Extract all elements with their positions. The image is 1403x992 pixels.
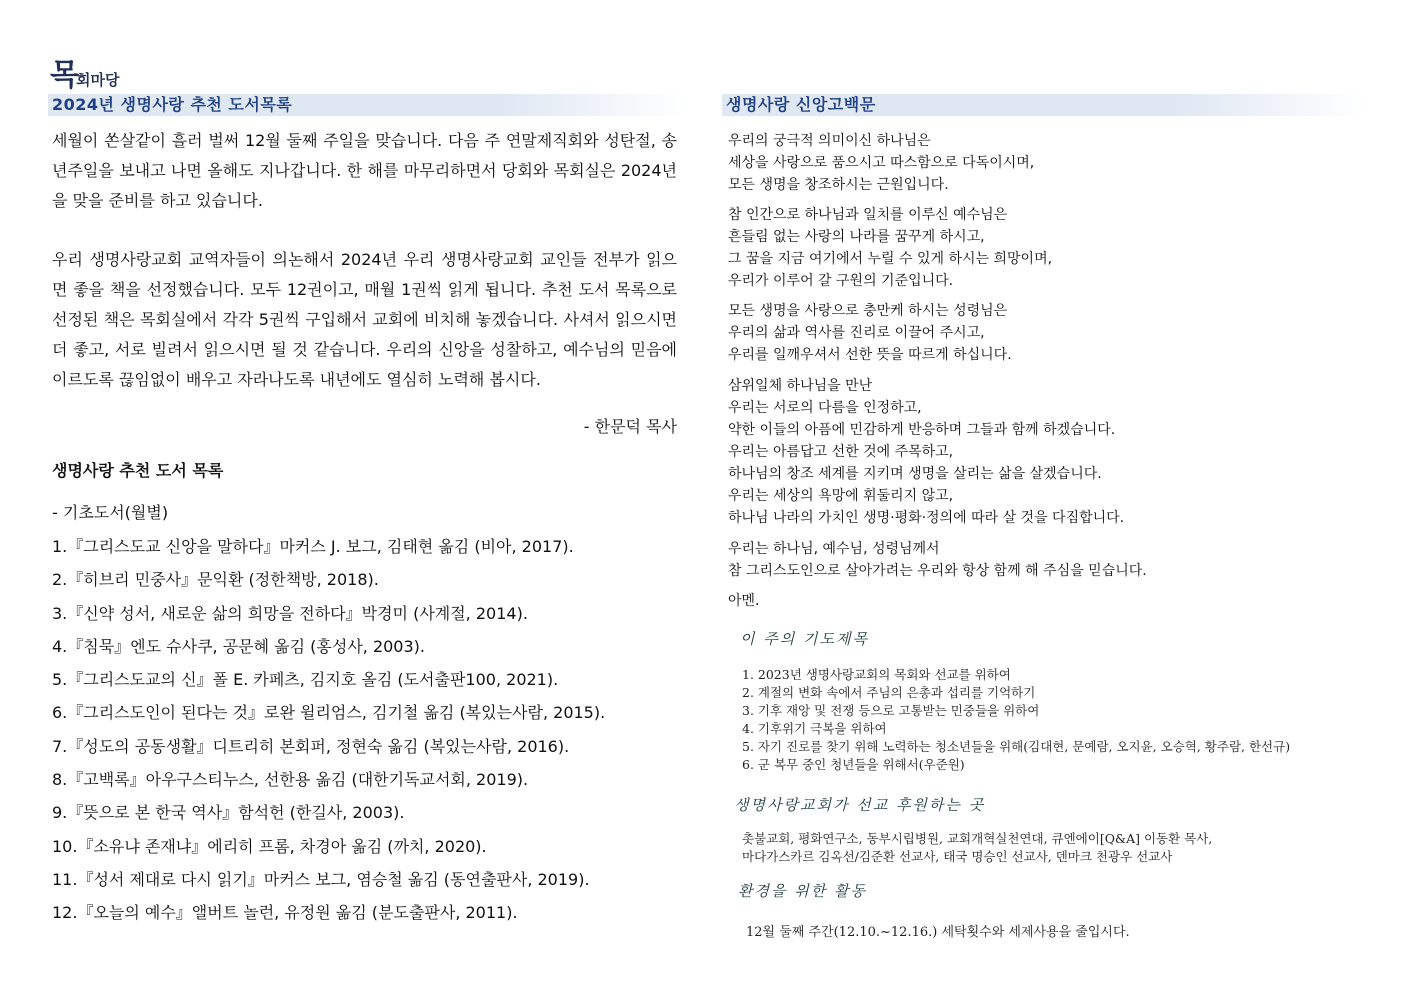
prayer-item: 4. 기후위기 극복을 위하여 xyxy=(742,721,887,736)
creed-line: 우리의 삶과 역사를 진리로 이끌어 주시고, xyxy=(728,325,985,341)
book-item: 10.『소유냐 존재냐』에리히 프롬, 차경아 옮김 (까치, 2020). xyxy=(52,836,487,856)
book-item: 7.『성도의 공동생활』디트리히 본회퍼, 정현숙 옮김 (복있는사람, 2016). xyxy=(52,736,570,756)
prayer-item: 3. 기후 재앙 및 전쟁 등으로 고통받는 민중들을 위하여 xyxy=(742,703,1040,718)
creed-line: 우리는 서로의 다름을 인정하고, xyxy=(728,400,922,416)
creed-stanza-2 xyxy=(728,204,1368,292)
creed-section-header: 생명사랑 신앙고백문 xyxy=(722,94,1366,116)
mission-line: 촛불교회, 평화연구소, 동부시립병원, 교회개혁실천연대, 큐엔에이[Q&A] 이동환 목사, xyxy=(742,831,1213,846)
creed-stanza-3 xyxy=(728,300,1368,366)
prayer-item: 1. 2023년 생명사랑교회의 목회와 선교를 위하여 xyxy=(742,667,1011,682)
book-item: 3.『신약 성서, 새로운 삶의 희망을 전하다』박경미 (사계절, 2014). xyxy=(52,603,528,623)
environment-activity-title: 환경을 위한 활동 xyxy=(738,882,867,900)
mission-support-list xyxy=(742,830,1212,866)
book-item: 8.『고백록』아우구스티누스, 선한용 옮김 (대한기독교서회, 2019). xyxy=(52,770,529,790)
book-item: 9.『뜻으로 본 한국 역사』함석헌 (한길사, 2003). xyxy=(52,803,405,823)
mission-support-title: 생명사랑교회가 선교 후원하는 곳 xyxy=(734,796,986,814)
prayer-topics-list xyxy=(742,666,1290,774)
creed-amen xyxy=(728,590,1368,612)
creed-line: 우리를 일깨우셔서 선한 뜻을 따르게 하십니다. xyxy=(728,347,1012,363)
book-list-title: 생명사랑 추천 도서 목록 xyxy=(52,461,224,480)
book-item: 2.『히브리 민중사』문익환 (정한책방, 2018). xyxy=(52,570,379,590)
creed-line: 약한 이들의 아픔에 민감하게 반응하며 그들과 함께 하겠습니다. xyxy=(728,422,1116,438)
book-list-section-header: 2024년 생명사랑 추천 도서목록 xyxy=(48,94,688,116)
book-item: 6.『그리스도인이 된다는 것』로완 윌리엄스, 김기철 옮김 (복있는사람, 2015). xyxy=(52,703,606,723)
creed-stanza-5 xyxy=(728,538,1368,582)
creed-line: 흔들림 없는 사랑의 나라를 꿈꾸게 하시고, xyxy=(728,229,985,245)
creed-line: 참 그리스도인으로 살아가려는 우리와 항상 함께 해 주심을 믿습니다. xyxy=(728,563,1147,579)
prayer-item: 6. 군 복무 중인 청년들을 위해서(우준원) xyxy=(742,757,965,772)
book-list xyxy=(52,532,605,932)
logo-big-text: 목 xyxy=(50,58,78,93)
logo-small-text: 회마당 xyxy=(75,71,120,89)
creed-line: 우리는 하나님, 예수님, 성령님께서 xyxy=(728,541,940,557)
book-list-subtitle: - 기초도서(월별) xyxy=(52,503,169,522)
creed-line: 우리의 궁극적 의미이신 하나님은 xyxy=(728,133,931,149)
creed-line: 그 꿈을 지금 여기에서 누릴 수 있게 하시는 희망이며, xyxy=(728,251,1053,267)
book-item: 4.『침묵』엔도 슈사쿠, 공문혜 옮김 (홍성사, 2003). xyxy=(52,636,425,656)
creed-stanza-4 xyxy=(728,375,1368,529)
intro-paragraph-2: 우리 생명사랑교회 교역자들이 의논해서 2024년 우리 생명사랑교회 교인들 전부가 읽으면 좋을 책을 선정했습니다. 모두 12권이고, 매월 1권씩 읽게 됩니다. 추천 도서 목록으로 선정된 책은 목회실에서 각각 5권씩 구입해서 교회에 비치해 놓겠습니다. 사셔서 읽으시면 더 좋고, 서로 빌려서 읽으시면 될 것 같습니다. 우리의 신앙을 성찰하고, 예수님의 믿음에 이르도록 끊임없이 배우고 자라나도록 내년에도 열심히 노력해 봅시다. xyxy=(52,250,677,389)
prayer-topics-title: 이 주의 기도제목 xyxy=(740,630,869,648)
creed-stanza-1 xyxy=(728,130,1368,196)
mission-line: 마다가스카르 김옥선/김준환 선교사, 태국 명승인 선교사, 덴마크 천광우 선교사 xyxy=(742,849,1173,864)
creed-line: 아멘. xyxy=(728,593,760,609)
book-item: 12.『오늘의 예수』앨버트 놀런, 유정원 옮김 (분도출판사, 2011). xyxy=(52,903,518,923)
creed-line: 모든 생명을 사랑으로 충만케 하시는 성령님은 xyxy=(728,303,1008,319)
author-signature: - 한문덕 목사 xyxy=(583,417,677,436)
masthead-logo xyxy=(50,50,119,94)
creed-line: 세상을 사랑으로 품으시고 따스함으로 다독이시며, xyxy=(728,155,1035,171)
creed-line: 참 인간으로 하나님과 일치를 이루신 예수님은 xyxy=(728,207,1008,223)
intro-paragraph-1: 세월이 쏜살같이 흘러 벌써 12월 둘째 주일을 맞습니다. 다음 주 연말제직회와 성탄절, 송년주일을 보내고 나면 올해도 지나갑니다. 한 해를 마무리하면서 당회와 목회실은 2024년을 맞을 준비를 하고 있습니다. xyxy=(52,131,677,210)
creed-line: 삼위일체 하나님을 만난 xyxy=(728,378,873,394)
book-item: 5.『그리스도교의 신』폴 E. 카페츠, 김지호 올김 (도서출판100, 2021). xyxy=(52,670,559,690)
environment-activity-text: 12월 둘째 주간(12.10.~12.16.) 세탁횟수와 세제사용을 줄입시다. xyxy=(746,925,1130,940)
creed-line: 우리는 세상의 욕망에 휘둘리지 않고, xyxy=(728,488,954,504)
prayer-item: 2. 계절의 변화 속에서 주님의 은총과 섭리를 기억하기 xyxy=(742,685,1036,700)
book-item: 1.『그리스도교 신앙을 말하다』마커스 J. 보그, 김태현 옮김 (비아, 2017). xyxy=(52,537,574,556)
book-item: 11.『성서 제대로 다시 읽기』마커스 보그, 염승철 옮김 (동연출판사, 2019). xyxy=(52,869,590,889)
prayer-item: 5. 자기 진로를 찾기 위해 노력하는 청소년들을 위해(김대현, 문예람, 오지윤, 오승혁, 황주람, 한선규) xyxy=(742,739,1291,754)
creed-line: 우리가 이루어 갈 구원의 기준입니다. xyxy=(728,273,954,289)
creed-line: 모든 생명을 창조하시는 근원입니다. xyxy=(728,177,949,193)
creed-line: 하나님 나라의 가치인 생명·평화·정의에 따라 살 것을 다짐합니다. xyxy=(728,510,1125,526)
creed-line: 우리는 아름답고 선한 것에 주목하고, xyxy=(728,444,954,460)
creed-line: 하나님의 창조 세계를 지키며 생명을 살리는 삶을 살겠습니다. xyxy=(728,466,1102,482)
